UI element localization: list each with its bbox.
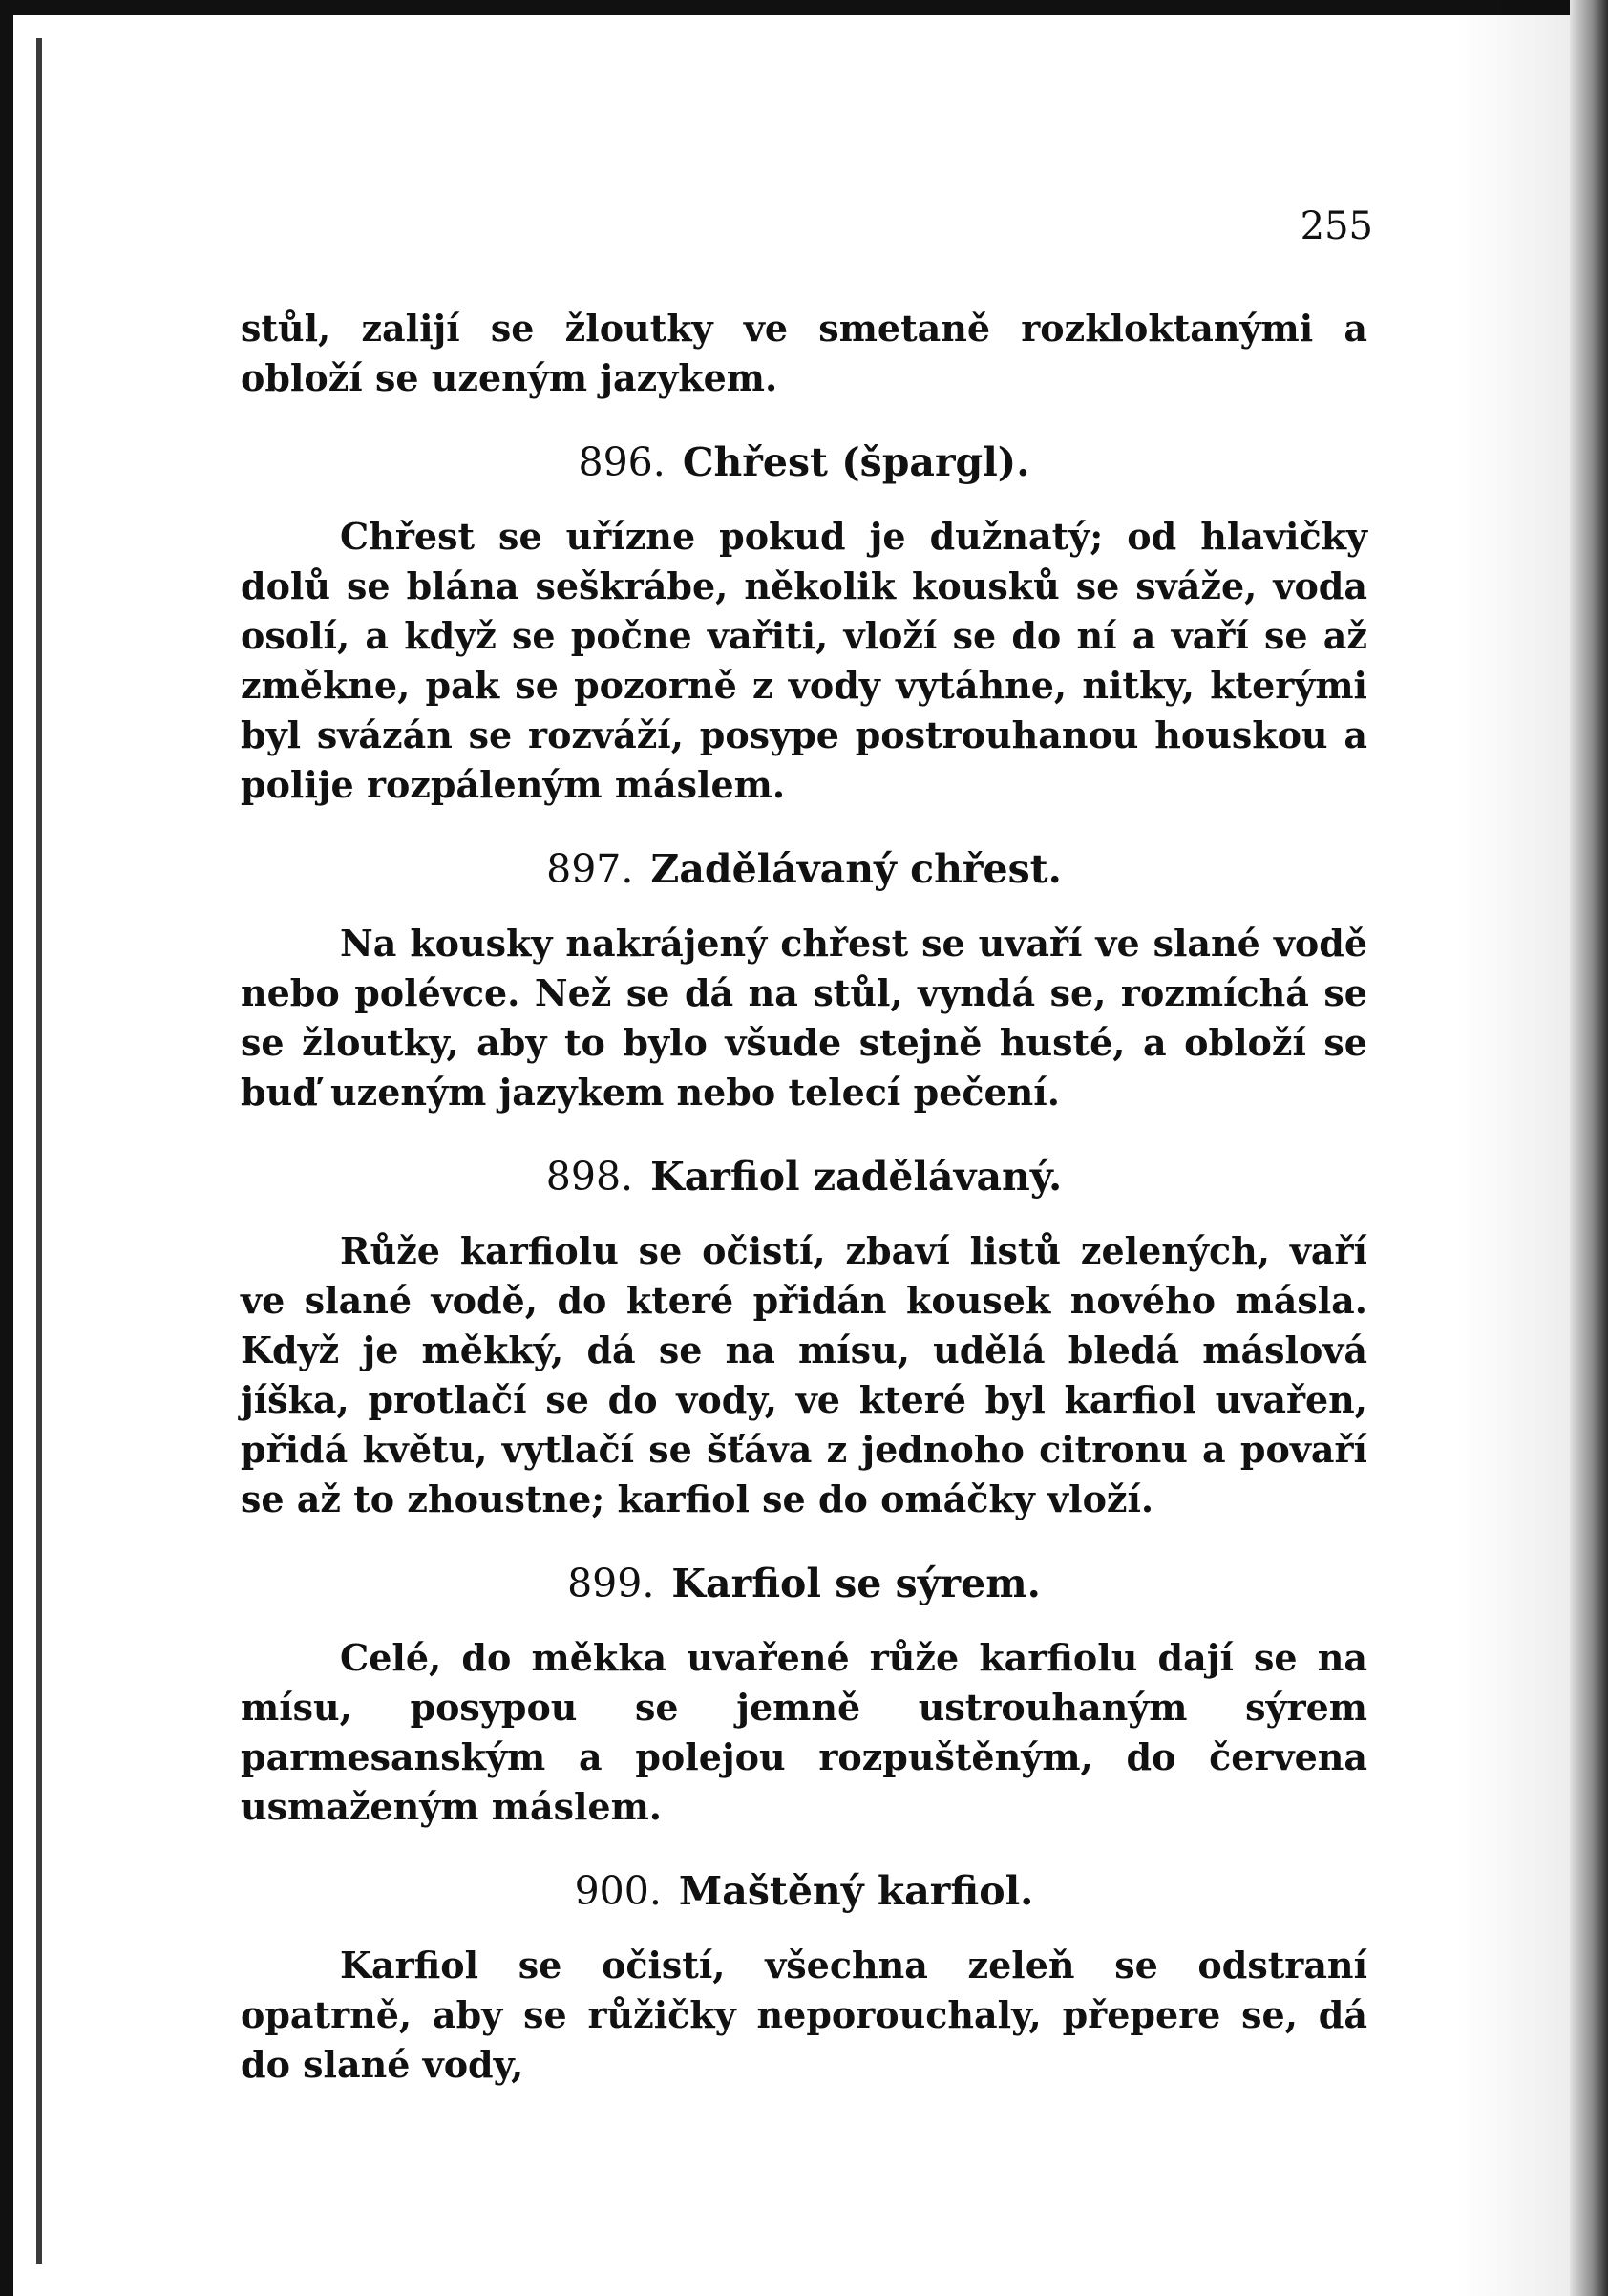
recipe-heading	[241, 1150, 1367, 1203]
binding-shadow-line	[36, 38, 42, 2264]
recipe-title: Zadělávaný chřest.	[650, 846, 1062, 892]
recipe-title: Maštěný karfiol.	[678, 1868, 1034, 1914]
page-body	[241, 304, 1367, 2090]
recipe-number: 896.	[578, 439, 666, 485]
recipe-number: 900.	[574, 1868, 662, 1914]
recipe-heading	[241, 842, 1367, 896]
recipe-text: Celé, do měkka uvařené růže karfiolu dají se na mísu, posypou se jemně ustrouhaným sýrem parmesanským a polejou rozpuštěným, do červena usmaženým máslem.	[241, 1636, 1367, 1828]
recipe-text: Chřest se uřízne pokud je dužnatý; od hlavičky dolů se blána seškrábe, několik kousků se sváže, voda osolí, a když se počne vařiti, vloží se do ní a vaří se až změkne, pak se pozorně z vody vytáhne, nitky, kterými byl svázán se rozváží, posype postrouhanou houskou a polije rozpáleným máslem.	[241, 515, 1367, 806]
recipe-text: Karfiol se očistí, všechna zeleň se odstraní opatrně, aby se růžičky neporouchaly, přepere se, dá do slané vody,	[241, 1944, 1367, 2086]
recipe-number: 898.	[545, 1154, 634, 1200]
page-curl-shadow	[1455, 0, 1570, 2296]
recipe-number: 899.	[567, 1561, 655, 1606]
recipe-title: Chřest (špargl).	[682, 439, 1030, 485]
scan-border-left	[0, 0, 13, 2296]
page-number: 255	[1300, 204, 1373, 248]
recipe-heading	[241, 436, 1367, 489]
recipe-text: Na kousky nakrájený chřest se uvaří ve slané vodě nebo polévce. Než se dá na stůl, vyndá se, rozmíchá se se žloutky, aby to bylo všude stejně husté, a obloží se buď uzeným jazykem nebo telecí pečení.	[241, 922, 1367, 1114]
recipe-number: 897.	[546, 846, 634, 892]
recipe-heading	[241, 1557, 1367, 1610]
recipe-heading	[241, 1864, 1367, 1918]
intro-paragraph: stůl, zalijí se žloutky ve smetaně rozkloktanými a obloží se uzeným jazykem.	[241, 307, 1367, 399]
recipe-text: Růže karfiolu se očistí, zbaví listů zelených, vaří ve slané vodě, do které přidán kousek nového másla. Když je měkký, dá se na mísu, udělá bledá máslová jíška, protlačí se do vody, ve které byl karfiol uvařen, přidá květu, vytlačí se šťáva z jednoho citronu a povaří se až to zhoustne; karfiol se do omáčky vloží.	[241, 1229, 1367, 1520]
recipe-title: Karfiol zadělávaný.	[650, 1154, 1063, 1200]
recipe-title: Karfiol se sýrem.	[671, 1561, 1041, 1606]
scan-border-top	[0, 0, 1608, 15]
scan-border-right	[1570, 0, 1608, 2296]
